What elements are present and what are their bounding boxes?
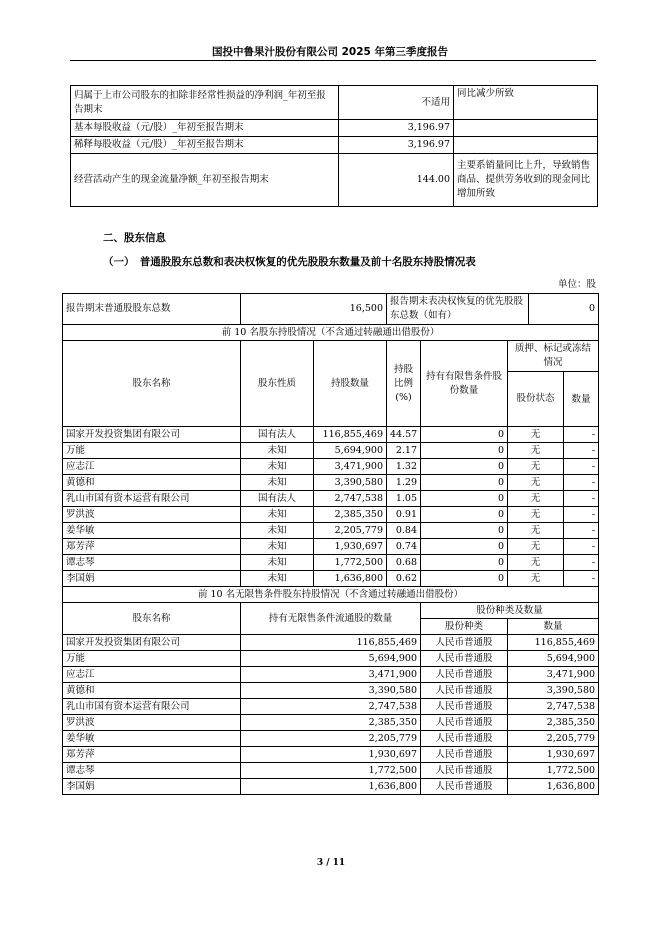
holder-ratio: 0.74 [387,539,421,555]
table-row [63,491,599,507]
holder-restricted: 0 [421,491,508,507]
holder-ratio: 2.17 [387,443,421,459]
holder-name: 万能 [63,443,241,459]
holder-pledge-status: 无 [508,555,564,571]
holder-pledge-qty: - [564,555,599,571]
holder-ratio: 1.05 [387,491,421,507]
table-row [63,715,599,731]
unres-qty: 116,855,469 [241,635,421,651]
unres-class: 人民币普通股 [421,635,508,651]
holder-pledge-qty: - [564,443,599,459]
holder-pledge-status: 无 [508,459,564,475]
col-header-class-group: 股份种类及数量 [421,603,599,619]
top10-caption: 前 10 名股东持股情况（不含通过转融通出借股份） [63,325,599,341]
col-header-pledge: 质押、标记或冻结情况 [508,341,599,372]
unres-name: 乳山市国有资本运营有限公司 [63,699,241,715]
table-row [71,137,598,154]
table-row [63,747,599,763]
holder-pledge-qty: - [564,571,599,587]
table-row [63,507,599,523]
holder-shares: 1,636,800 [314,571,387,587]
unres-qty: 2,747,538 [241,699,421,715]
holder-shares: 3,471,900 [314,459,387,475]
unres-qty: 3,390,580 [241,683,421,699]
row-note: 主要系销量同比上升，导致销售商品、提供劳务收到的现金同比增加所致 [454,154,598,207]
holder-nature: 未知 [241,555,314,571]
unres-class-qty: 116,855,469 [508,635,599,651]
holder-ratio: 1.29 [387,475,421,491]
table-row [71,154,598,207]
unres-class: 人民币普通股 [421,699,508,715]
holder-shares: 1,930,697 [314,539,387,555]
holder-nature: 未知 [241,523,314,539]
holder-pledge-status: 无 [508,443,564,459]
table-row [63,427,599,443]
unres-qty: 5,694,900 [241,651,421,667]
holder-shares: 5,694,900 [314,443,387,459]
holder-pledge-status: 无 [508,523,564,539]
holder-pledge-status: 无 [508,507,564,523]
holder-name: 郑芳萍 [63,539,241,555]
holder-pledge-qty: - [564,539,599,555]
table-row [63,779,599,795]
row-value: 3,196.97 [339,137,454,154]
header-row [63,341,599,372]
header-row [63,603,599,619]
unres-qty: 3,471,900 [241,667,421,683]
col-header-ratio: 持股比例(%) [387,341,421,427]
holder-shares: 1,772,500 [314,555,387,571]
col-header-name: 股东名称 [63,341,241,427]
table-row [63,683,599,699]
unres-name: 黄德和 [63,683,241,699]
col-header-unres-name: 股东名称 [63,603,241,635]
total-holders-label: 报告期末普通股股东总数 [63,294,241,325]
table-row [63,523,599,539]
table-row [63,443,599,459]
unres-class-qty: 1,636,800 [508,779,599,795]
holder-name: 李国娟 [63,571,241,587]
holder-nature: 未知 [241,459,314,475]
col-header-unres-qty: 持有无限售条件流通股的数量 [241,603,421,635]
table-row [63,763,599,779]
holder-restricted: 0 [421,427,508,443]
preferred-holders-value: 0 [529,294,599,325]
holder-nature: 未知 [241,443,314,459]
row-value: 不适用 [339,86,454,120]
row-label: 基本每股收益（元/股）_年初至报告期末 [71,120,339,137]
holder-pledge-qty: - [564,491,599,507]
holder-nature: 未知 [241,539,314,555]
table-row [63,651,599,667]
holder-restricted: 0 [421,443,508,459]
table-row [71,120,598,137]
holder-shares: 2,385,350 [314,507,387,523]
table-row [63,555,599,571]
unres-class-qty: 2,747,538 [508,699,599,715]
table-row [63,459,599,475]
unres-qty: 1,772,500 [241,763,421,779]
holder-pledge-qty: - [564,427,599,443]
unres-class-qty: 3,390,580 [508,683,599,699]
row-value: 3,196.97 [339,120,454,137]
holder-name: 黄德和 [63,475,241,491]
row-note: 同比减少所致 [454,86,598,120]
unres-name: 郑芳萍 [63,747,241,763]
holder-pledge-qty: - [564,507,599,523]
unres-name: 罗洪波 [63,715,241,731]
row-note [454,137,598,154]
unres-qty: 2,385,350 [241,715,421,731]
holder-pledge-status: 无 [508,427,564,443]
unres-class: 人民币普通股 [421,747,508,763]
holder-ratio: 0.84 [387,523,421,539]
holder-restricted: 0 [421,459,508,475]
page-number: 3 / 11 [316,858,346,868]
unres-class-qty: 1,772,500 [508,763,599,779]
row-label: 归属于上市公司股东的扣除非经常性损益的净利润_年初至报告期末 [71,86,339,120]
holder-restricted: 0 [421,555,508,571]
holder-nature: 国有法人 [241,491,314,507]
holder-name: 国家开发投资集团有限公司 [63,427,241,443]
page-header: 国投中鲁果汁股份有限公司 2025 年第三季度报告 [211,46,449,58]
unres-name: 李国娟 [63,779,241,795]
holder-ratio: 0.68 [387,555,421,571]
holder-restricted: 0 [421,507,508,523]
unres-class: 人民币普通股 [421,715,508,731]
table-row [63,699,599,715]
financial-indicators-table [70,85,598,207]
header-rule [70,60,596,61]
holder-ratio: 0.62 [387,571,421,587]
row-label: 稀释每股收益（元/股）_年初至报告期末 [71,137,339,154]
unres-name: 应志江 [63,667,241,683]
holder-restricted: 0 [421,539,508,555]
unit-label: 单位：股 [557,279,596,290]
unres-class-qty: 3,471,900 [508,667,599,683]
col-header-restricted: 持有有限售条件股份数量 [421,341,508,427]
holder-name: 乳山市国有资本运营有限公司 [63,491,241,507]
total-holders-value: 16,500 [241,294,387,325]
row-note [454,120,598,137]
holder-name: 谭志琴 [63,555,241,571]
shareholders-table [62,293,599,795]
table-row [63,731,599,747]
holder-ratio: 44.57 [387,427,421,443]
holder-ratio: 0.91 [387,507,421,523]
unres-class: 人民币普通股 [421,667,508,683]
unres-class-qty: 1,930,697 [508,747,599,763]
holder-pledge-status: 无 [508,571,564,587]
table-row [63,571,599,587]
holder-nature: 未知 [241,475,314,491]
table-row [63,539,599,555]
holder-pledge-status: 无 [508,475,564,491]
col-header-nature: 股东性质 [241,341,314,427]
unres-name: 谭志琴 [63,763,241,779]
unres-class: 人民币普通股 [421,763,508,779]
holder-nature: 未知 [241,507,314,523]
holder-nature: 未知 [241,571,314,587]
holder-name: 罗洪波 [63,507,241,523]
unres-class-qty: 5,694,900 [508,651,599,667]
table-row [63,635,599,651]
caption-row [63,325,599,341]
holder-restricted: 0 [421,571,508,587]
unres-qty: 1,636,800 [241,779,421,795]
holder-pledge-qty: - [564,459,599,475]
unres-class: 人民币普通股 [421,683,508,699]
holder-nature: 国有法人 [241,427,314,443]
table-row [63,475,599,491]
holder-shares: 2,205,779 [314,523,387,539]
table-row [63,667,599,683]
holder-shares: 116,855,469 [314,427,387,443]
col-header-pledge-status: 股份状态 [508,372,564,427]
col-header-pledge-qty: 数量 [564,372,599,427]
holder-pledge-qty: - [564,475,599,491]
unres-qty: 2,205,779 [241,731,421,747]
holder-name: 应志江 [63,459,241,475]
holder-name: 姜华敏 [63,523,241,539]
holder-pledge-status: 无 [508,491,564,507]
row-label: 经营活动产生的现金流量净额_年初至报告期末 [71,154,339,207]
col-header-class-qty: 数量 [508,619,599,635]
section-title: 二、股东信息 [103,232,166,244]
unres-class-qty: 2,385,350 [508,715,599,731]
unres-class: 人民币普通股 [421,731,508,747]
holder-shares: 2,747,538 [314,491,387,507]
unres-name: 姜华敏 [63,731,241,747]
col-header-class: 股份种类 [421,619,508,635]
holder-ratio: 1.32 [387,459,421,475]
unres-name: 国家开发投资集团有限公司 [63,635,241,651]
unres-qty: 1,930,697 [241,747,421,763]
holder-restricted: 0 [421,523,508,539]
table-row [71,86,598,120]
holder-shares: 3,390,580 [314,475,387,491]
subsection-title: （一） 普通股股东总数和表决权恢复的优先股股东数量及前十名股东持股情况表 [103,256,476,268]
summary-row [63,294,599,325]
col-header-shares: 持股数量 [314,341,387,427]
unres-class-qty: 2,205,779 [508,731,599,747]
holder-restricted: 0 [421,475,508,491]
unres-name: 万能 [63,651,241,667]
unrestricted-caption: 前 10 名无限售条件股东持股情况（不含通过转融通出借股份） [63,587,599,603]
caption-row [63,587,599,603]
preferred-holders-label: 报告期末表决权恢复的优先股股东总数（如有） [387,294,529,325]
holder-pledge-qty: - [564,523,599,539]
unres-class: 人民币普通股 [421,651,508,667]
unres-class: 人民币普通股 [421,779,508,795]
holder-pledge-status: 无 [508,539,564,555]
row-value: 144.00 [339,154,454,207]
